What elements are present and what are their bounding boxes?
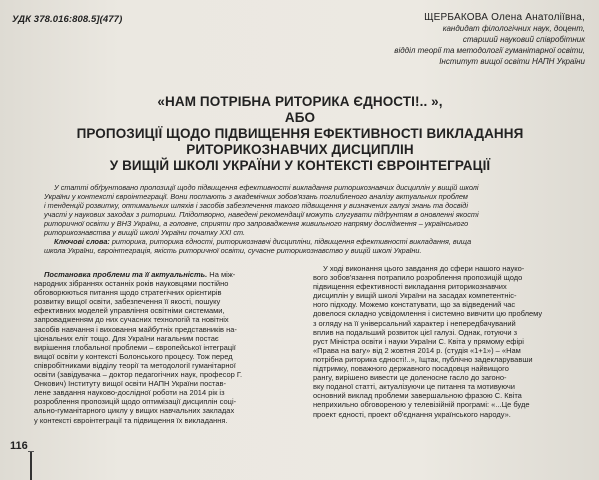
column-line: ально-гуманітарного циклу у вищих навчальних закладах [34, 406, 235, 416]
keywords-text: риторика, риторика єдності, риторикознавчі дисципліни, підвищення ефективності викладання, вища [109, 237, 472, 246]
column-line: проект єдності, проект об'єднання українського народу». [313, 409, 511, 419]
column-line: розвитку вищої освіти, забезпечення її якості, пошуку [34, 297, 221, 307]
column-line [34, 270, 297, 279]
column-line: обговорюються питання щодо стратегічних орієнтирів [34, 288, 222, 298]
column-line: вого зобов'язання потрапило розроблення пропозицій щодо [313, 273, 523, 283]
column-line: основний виклад проблеми завершальною фразою С. Квіта [313, 391, 522, 401]
column-line: вплив на подальший розвиток цієї галузі. Однак, готуючи з [313, 327, 518, 337]
column-line: вку поданої статті, актуалізуючи це питання та мотивуючи [313, 382, 515, 392]
column-line: У ході виконання цього завдання до сфери нашого науко- [323, 264, 525, 273]
column-line: з огляду на її універсальний характер і непередбачуваний [313, 318, 516, 328]
column-line: підвищення ефективності викладання риторикознавчих [313, 282, 507, 292]
column-line: рангу, вирішено вивести це доленосне гасло до загоно- [313, 373, 507, 383]
keywords-line [44, 237, 576, 246]
column-line: ного підходу. Можемо констатувати, що за відведений час [313, 300, 516, 310]
column-line: співробітниками відділу теорії та методології гуманітарної [34, 360, 236, 370]
column-line: дисциплін у вищій школі України на засадах компетентніс- [313, 291, 517, 301]
abstract-line: риторикознавства у вищій школі України початку XXI ст. [44, 228, 246, 237]
column-line: «Права на вагу» від 2 жовтня 2014 р. (студія «1+1») – «Нам [313, 345, 521, 355]
keywords-label: Ключові слова: [54, 237, 110, 246]
author-line: Інститут вищої освіти НАПН України [439, 57, 585, 66]
column-line: запровадженням до них сучасних технологій та новітніх [34, 315, 229, 325]
column-line: розроблення пропозицій щодо оптимізації дисциплін соці- [34, 397, 237, 407]
column-line: вирішення глобальної проблеми – європейської інтеграції [34, 342, 236, 352]
author-line: відділ теорії та методології гуманітарної освіти, [394, 46, 585, 55]
left-column [34, 270, 297, 425]
abstract-line: України у контексті євроінтеграції. Вони постають з академічних зобов'язань поглибленого аналізу актуальних проблем [44, 192, 468, 201]
right-column [313, 264, 581, 419]
column-line: лене завдання науково-дослідної роботи на 2014 рік із [34, 388, 225, 398]
column-line: довелося складно усвідомлення і системно вивчити цю проблему [313, 309, 543, 319]
author-block [325, 12, 585, 67]
author-name: ЩЕРБАКОВА Олена Анатоліївна, [424, 12, 585, 23]
margin-bar [30, 452, 32, 480]
abstract-line: участі у наукових заходах з риторики. Плідотворно, наведені рекомендації можуть слугувати підґрунтям в оновленні якості [44, 210, 479, 219]
column-line: освіти (завідувачка – доктор педагогічних наук, професор Г. [34, 370, 243, 380]
page-number: 116 [10, 440, 28, 452]
title-line: ПРОПОЗИЦІЇ ЩОДО ПІДВИЩЕННЯ ЕФЕКТИВНОСТІ ВИКЛАДАННЯ [76, 126, 524, 141]
section-lead: Постановка проблеми та її актуальність. [44, 270, 208, 279]
column-line: ефективних моделей управління освітніми системами, [34, 306, 225, 316]
column-line: у контексті євроінтеграції та підвищення їх викладання. [34, 415, 228, 425]
column-line: неприхильно обговореною у телевізійній програмі: «...Це буде [313, 400, 530, 410]
title-line: У ВИЩІЙ ШКОЛІ УКРАЇНИ У КОНТЕКСТІ ЄВРОІНТЕГРАЦІЇ [109, 158, 491, 173]
title-line: РИТОРИКОЗНАВЧИХ ДИСЦИПЛІН [186, 142, 414, 157]
abstract-line: У статті обґрунтовано пропозиції щодо підвищення ефективності викладання риторикознавчих дисциплін у вищій школі [54, 183, 479, 192]
column-line: засобів навчання і виховання майбутніх представників на- [34, 324, 237, 334]
udk-code: УДК 378.016:808.5](477) [12, 14, 123, 25]
column-line: підтримку, поважного державного посадовця найвищого [313, 364, 509, 374]
title-line: АБО [284, 110, 316, 125]
abstract-line: риторичної освіти у ВНЗ України, а головне, сприяти про запровадження живильного напряму дослідження – українського [44, 219, 469, 228]
lead-rest: На між- [207, 270, 236, 279]
abstract-line: і тенденцій розвитку, оптимальних шляхів і засобів забезпечення такого підвищення у визначених галузі знань та досвіді [44, 201, 468, 210]
keywords-line: школа України, євроінтеграція, якість риторичної освіти, сучасне риторикознавство у вищій школі України. [44, 246, 422, 255]
column-line: вищої освіти у контексті Болонського процесу. Тож перед [34, 351, 233, 361]
column-line: народних зібраннях останніх років науковцями постійно [34, 279, 229, 289]
author-line: старший науковий співробітник [462, 35, 585, 44]
column-line: потрібна риторика єдності!..», їщтак, публічно задекларувавши [313, 354, 533, 364]
article-title [20, 94, 580, 174]
author-line: кандидат філологічних наук, доцент, [442, 24, 585, 33]
column-line: ціональних еліт тощо. Для України нагальним постає [34, 333, 219, 343]
column-line: руст Міністра освіти і науки України С. Квіта у прямому ефірі [313, 336, 524, 346]
column-line: Онкович) Інституту вищої освіти НАПН України постав- [34, 379, 227, 389]
abstract [44, 183, 576, 255]
title-line: «НАМ ПОТРІБНА РИТОРИКА ЄДНОСТІ!.. », [157, 94, 443, 109]
